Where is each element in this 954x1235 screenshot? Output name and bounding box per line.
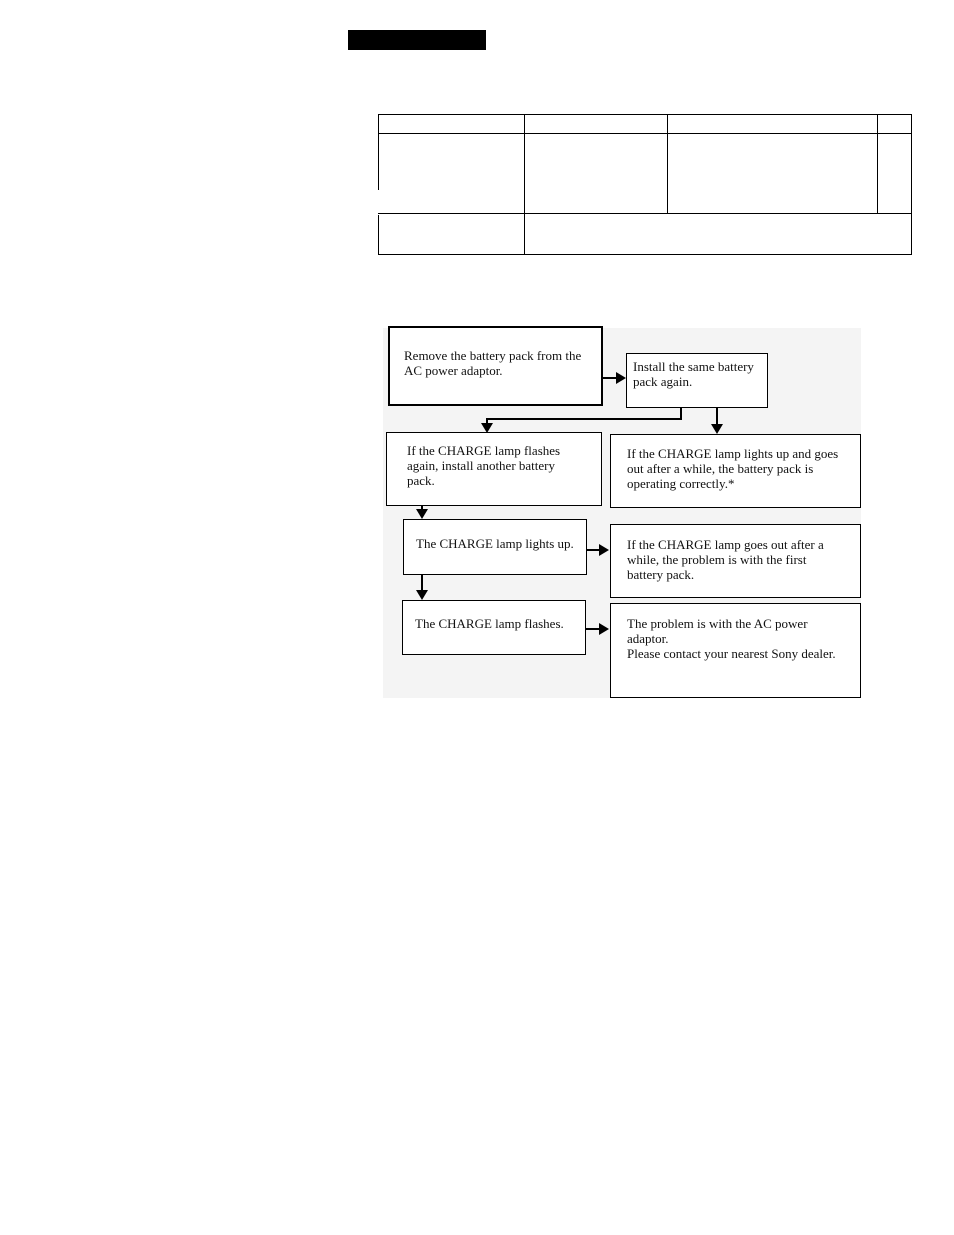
arrow-right-icon bbox=[616, 372, 626, 384]
connector-branch-horizontal bbox=[486, 418, 682, 420]
connector-install-to-lights-up bbox=[716, 408, 718, 425]
flow-case-operating-correctly-text: If the CHARGE lamp lights up and goes out after a while, the battery pack is operating correctly.* bbox=[627, 446, 839, 491]
flow-case-lamp-flashes bbox=[402, 600, 586, 655]
flow-result-first-battery-pack bbox=[610, 524, 861, 598]
flow-result-ac-adaptor bbox=[610, 603, 861, 698]
connector-flashes-to-adaptor bbox=[586, 628, 600, 630]
flow-result-ac-adaptor-line2: Please contact your nearest Sony dealer. bbox=[627, 646, 836, 661]
flow-case-lamp-lights-up bbox=[403, 519, 587, 575]
flow-result-first-battery-pack-text: If the CHARGE lamp goes out after a while, the problem is with the first battery pack. bbox=[627, 537, 824, 582]
flow-step-remove-battery bbox=[388, 326, 603, 406]
connector-lights-up-to-flashes bbox=[421, 575, 423, 591]
flow-case-lamp-lights-up-text: The CHARGE lamp lights up. bbox=[416, 536, 574, 551]
arrow-right-icon bbox=[599, 544, 609, 556]
flow-case-flashes-again bbox=[386, 432, 602, 506]
arrow-down-icon bbox=[711, 424, 723, 434]
flow-step-remove-battery-text: Remove the battery pack from the AC power adaptor. bbox=[404, 348, 582, 378]
empty-table bbox=[378, 114, 912, 255]
flow-case-lamp-flashes-text: The CHARGE lamp flashes. bbox=[415, 616, 564, 631]
flow-case-flashes-again-text: If the CHARGE lamp flashes again, install another battery pack. bbox=[407, 443, 561, 488]
flow-step-install-same-text: Install the same battery pack again. bbox=[633, 359, 754, 389]
flow-step-install-same bbox=[626, 353, 768, 408]
flow-case-operating-correctly bbox=[610, 434, 861, 508]
flow-result-ac-adaptor-line1: The problem is with the AC power adaptor. bbox=[627, 616, 808, 646]
section-header-bar bbox=[348, 30, 486, 50]
arrow-down-icon bbox=[416, 590, 428, 600]
arrow-down-icon bbox=[416, 509, 428, 519]
connector-remove-to-install bbox=[603, 377, 617, 379]
arrow-right-icon bbox=[599, 623, 609, 635]
